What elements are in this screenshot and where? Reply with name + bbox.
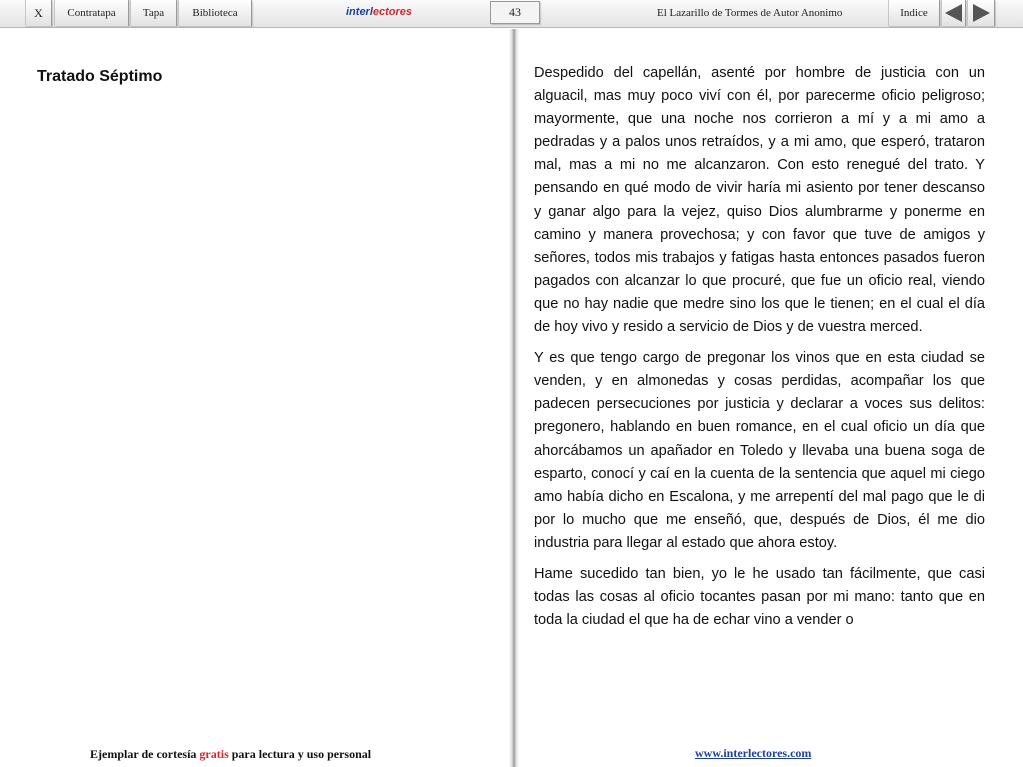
triangle-right-icon [973,4,990,22]
reader-toolbar [0,0,1023,28]
book-title: El Lazarillo de Tormes de Autor Anonimo [657,7,843,19]
paragraph: Y es que tengo cargo de pregonar los vinos que en esta ciudad se venden, y en almonedas y cosas perdidas, acompañar los que padecen persecuciones por justicia y declarar a voces sus delitos: pregonero, hablando en buen romance, en el cual oficio un día que ahorcábamos un apañador en Toledo y llevaba una buena soga de esparto, conocí y caí en la cuenta de la sentencia que aquel mi ciego amo había dicho en Escalona, y me arrepentí del mal pago que le di por lo mucho que me enseñó, que, después de Dios, él me dio industria para llegar al estado que ahora estoy. [534,350,985,551]
brand-logo [346,6,412,18]
paragraph: Despedido del capellán, asenté por hombre de justicia con un alguacil, mas muy poco viví con él, por parecerme oficio peligroso; mayormente, que una noche nos corrieron a mí y a mi amo a pedradas y a palos unos retraídos, y a mi amo, que esperó, trataron mal, mas a mi no me alcanzaron. Con esto renegué del trato. Y pensando en qué modo de vivir haría mi asiento por tener descanso y ganar algo para la vejez, quiso Dios alumbrarme y ponerme en camino y manera provechosa; y con favor que tuve de amigos y señores, todos mis trabajos y fatigas hasta entonces pasados fueron pagados con alcanzar lo que procuré, que fue un oficio real, viendo que no hay nadie que medre sino los que le tienen; en el cual el día de hoy vivo y resido a servicio de Dios y de vuestra merced. [534,65,985,336]
brand-logo-part1: interl [346,6,373,18]
brand-logo-part2: ectores [372,6,413,18]
paragraph: Hame sucedido tan bien, yo le he usado tan fácilmente, que casi todas las cosas al oficio tocantes pasan por mi mano: tanto que en toda la ciudad el que ha de echar vino a vender o [534,565,985,629]
courtesy-text-end: para lectura y uso personal [228,747,372,761]
triangle-left-icon [945,4,962,22]
library-button[interactable]: Biblioteca [178,0,252,26]
back-cover-button[interactable]: Contratapa [54,0,129,26]
courtesy-footer [90,747,371,762]
next-page-button[interactable] [967,0,995,26]
close-button[interactable]: X [25,0,52,26]
website-link[interactable]: www.interlectores.com [695,746,812,760]
courtesy-text-start: Ejemplar de cortesía [90,747,200,761]
index-button[interactable]: Indice [888,0,940,26]
cover-button[interactable]: Tapa [130,0,177,26]
chapter-title: Tratado Séptimo [37,68,163,85]
book-spine [509,29,519,767]
previous-page-button[interactable] [941,0,966,26]
page-number-field[interactable]: 43 [490,1,540,24]
courtesy-free-label: gratis [199,747,229,761]
right-page-text [534,62,985,640]
